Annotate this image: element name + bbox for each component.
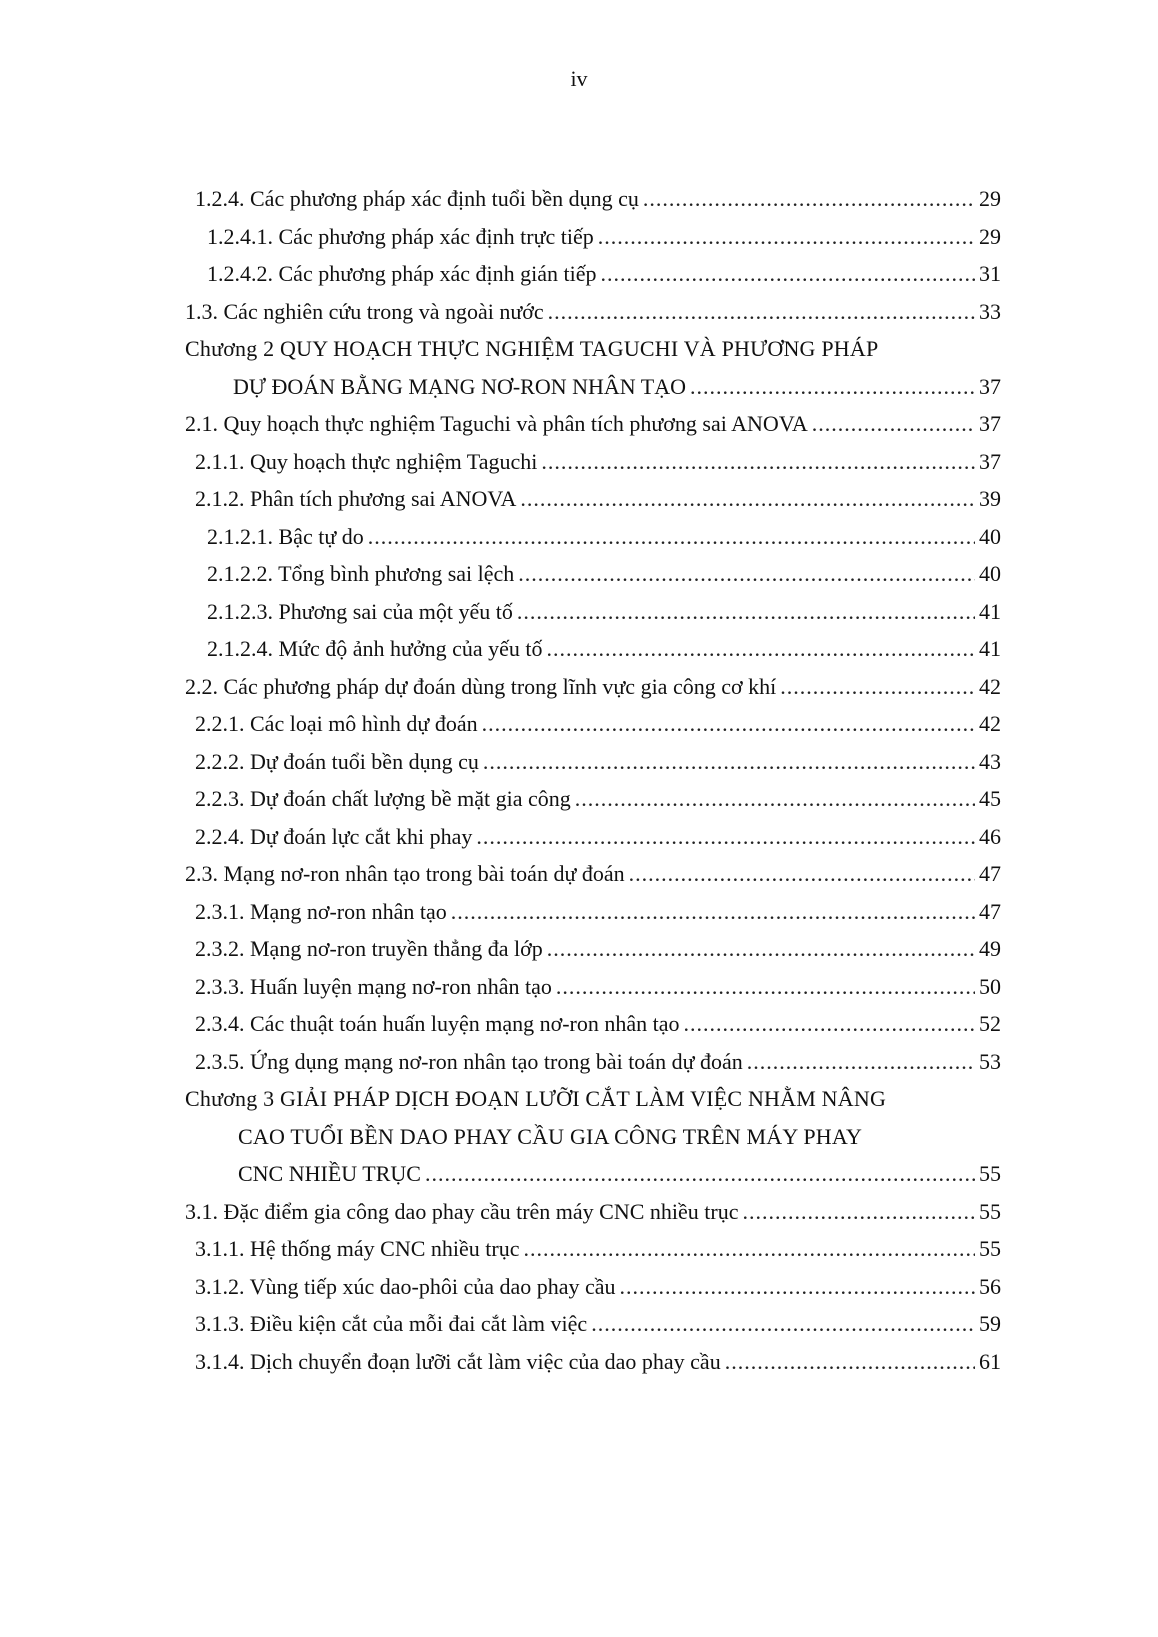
toc-entry[interactable]: 3.1. Đặc điểm gia công dao phay cầu trên máy CNC nhiều trục ..... 55: [185, 1193, 1001, 1231]
toc-chapter-heading[interactable]: Chương 2 QUY HOẠCH THỰC NGHIỆM TAGUCHI VÀ PHƯƠNG PHÁP: [185, 336, 879, 361]
toc-entry[interactable]: 2.2.4. Dự đoán lực cắt khi phay ..... 46: [195, 818, 1001, 856]
toc-entry[interactable]: 2.3.4. Các thuật toán huấn luyện mạng nơ-ron nhân tạo ..... 52: [195, 1005, 1001, 1043]
toc-entry[interactable]: 2.1.2.2. Tổng bình phương sai lệch ..... 40: [207, 555, 1001, 593]
toc-entry[interactable]: 1.2.4. Các phương pháp xác định tuổi bền dụng cụ ..... 29: [195, 180, 1001, 218]
toc-entry[interactable]: 2.3. Mạng nơ-ron nhân tạo trong bài toán dự đoán ..... 47: [185, 855, 1001, 893]
page-number: iv: [570, 66, 588, 91]
toc-entry[interactable]: 3.1.4. Dịch chuyển đoạn lưỡi cắt làm việc của dao phay cầu ..... 61: [195, 1343, 1001, 1381]
toc-entry[interactable]: 2.1.1. Quy hoạch thực nghiệm Taguchi ..... 37: [195, 443, 1001, 481]
toc-entry[interactable]: 1.2.4.1. Các phương pháp xác định trực tiếp ..... 29: [207, 218, 1001, 256]
toc-entry[interactable]: CNC NHIỀU TRỤC ..... 55: [238, 1155, 1001, 1193]
toc-entry[interactable]: 2.3.3. Huấn luyện mạng nơ-ron nhân tạo ..... 50: [195, 968, 1001, 1006]
toc-entry[interactable]: 2.2. Các phương pháp dự đoán dùng trong lĩnh vực gia công cơ khí ..... 42: [185, 668, 1001, 706]
toc-entry[interactable]: 2.3.1. Mạng nơ-ron nhân tạo ..... 47: [195, 893, 1001, 931]
toc-entry[interactable]: 1.2.4.2. Các phương pháp xác định gián tiếp ..... 31: [207, 255, 1001, 293]
toc-entry[interactable]: 1.3. Các nghiên cứu trong và ngoài nước ..... 33: [185, 293, 1001, 331]
toc-chapter-heading[interactable]: Chương 3 GIẢI PHÁP DỊCH ĐOẠN LƯỠI CẮT LÀM VIỆC NHẰM NÂNG: [185, 1086, 887, 1111]
toc-entry[interactable]: 2.1.2.4. Mức độ ảnh hưởng của yếu tố ..... 41: [207, 630, 1001, 668]
toc-entry[interactable]: 2.2.2. Dự đoán tuổi bền dụng cụ ..... 43: [195, 743, 1001, 781]
toc-chapter-heading[interactable]: CAO TUỔI BỀN DAO PHAY CẦU GIA CÔNG TRÊN MÁY PHAY: [238, 1124, 863, 1149]
toc-entry[interactable]: 2.3.5. Ứng dụng mạng nơ-ron nhân tạo trong bài toán dự đoán ..... 53: [195, 1043, 1001, 1081]
toc-entry[interactable]: 2.1.2. Phân tích phương sai ANOVA ..... 39: [195, 480, 1001, 518]
toc-entry[interactable]: 2.3.2. Mạng nơ-ron truyền thẳng đa lớp ..... 49: [195, 930, 1001, 968]
toc-entry[interactable]: 2.2.1. Các loại mô hình dự đoán ..... 42: [195, 705, 1001, 743]
toc-entry[interactable]: 3.1.2. Vùng tiếp xúc dao-phôi của dao phay cầu ..... 56: [195, 1268, 1001, 1306]
toc-entry[interactable]: 2.2.3. Dự đoán chất lượng bề mặt gia công ..... 45: [195, 780, 1001, 818]
toc-entry[interactable]: 3.1.1. Hệ thống máy CNC nhiều trục ..... 55: [195, 1230, 1001, 1268]
toc-entry[interactable]: 2.1.2.3. Phương sai của một yếu tố ..... 41: [207, 593, 1001, 631]
toc-entry[interactable]: 2.1. Quy hoạch thực nghiệm Taguchi và phân tích phương sai ANOVA ..... 37: [185, 405, 1001, 443]
toc-entry[interactable]: DỰ ĐOÁN BẰNG MẠNG NƠ-RON NHÂN TẠO ..... 37: [233, 368, 1001, 406]
toc-entry[interactable]: 3.1.3. Điều kiện cắt của mỗi đai cắt làm việc ..... 59: [195, 1305, 1001, 1343]
toc-entry[interactable]: 2.1.2.1. Bậc tự do ..... 40: [207, 518, 1001, 556]
